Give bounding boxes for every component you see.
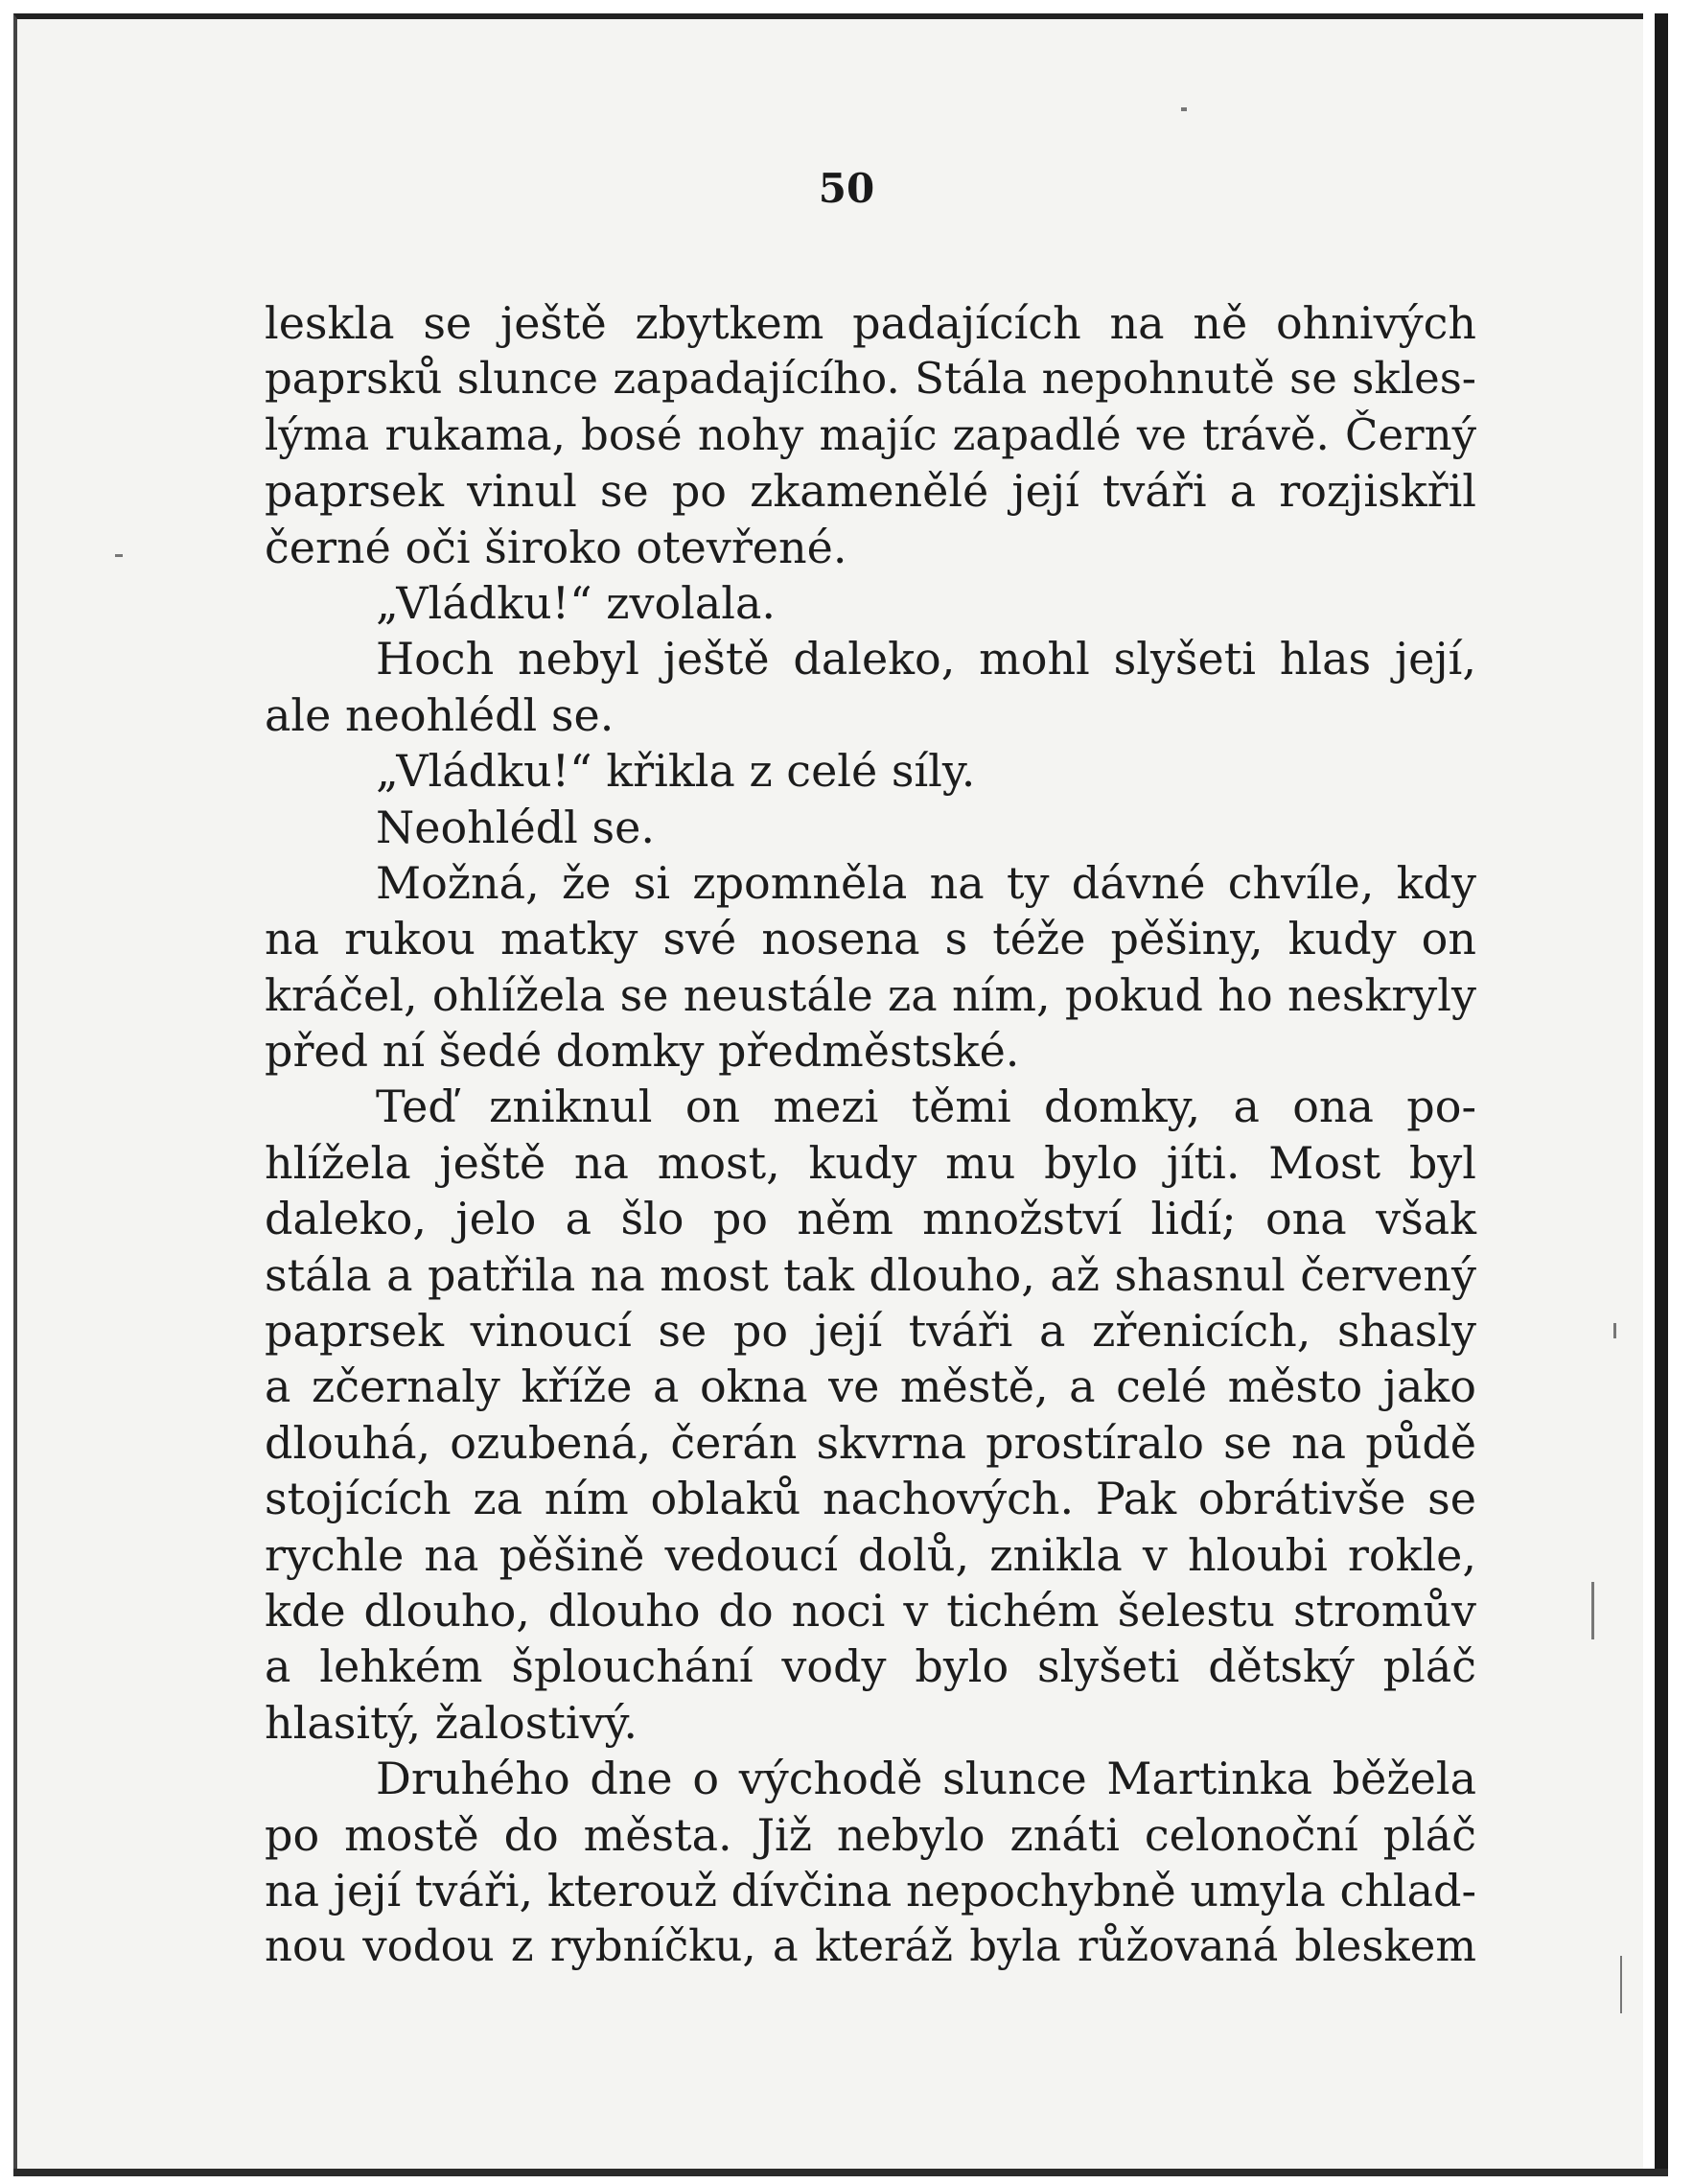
scan-speck (1620, 1956, 1622, 2013)
text-line: na rukou matky své nosena s téže pěšiny, kudy on (265, 913, 1476, 965)
text-line: Možná, že si zpomněla na ty dávné chvíle, kdy (376, 856, 1476, 909)
text-line: paprsků slunce zapadajícího. Stála nepohnutě se skles- (265, 353, 1476, 405)
text-line: „Vládku!“ zvolala. (376, 576, 777, 629)
text-line: Neohlédl se. (376, 801, 655, 853)
text-line: dlouhá, ozubená, čerán skvrna prostíralo se na půdě (265, 1416, 1476, 1469)
text-line: paprsek vinoucí se po její tváři a zřenicích, shasly (265, 1305, 1476, 1358)
scan-speck (1613, 1323, 1616, 1338)
text-line: před ní šedé domky předměstské. (265, 1025, 1020, 1078)
text-line: kráčel, ohlížela se neustále za ním, pokud ho neskryly (265, 968, 1476, 1021)
text-line: hlasitý, žalostivý. (265, 1696, 638, 1749)
text-line: stála a patřila na most tak dlouho, až shasnul červený (265, 1248, 1476, 1301)
text-line: na její tváři, kterouž dívčina nepochybně umyla chlad- (265, 1864, 1476, 1917)
text-line: paprsek vinul se po zkamenělé její tváři a rozjiskřil (265, 465, 1476, 518)
text-line: Hoch nebyl ještě daleko, mohl slyšeti hlas její, (376, 633, 1476, 685)
page-number: 50 (818, 165, 875, 212)
text-line: daleko, jelo a šlo po něm množství lidí; ona však (265, 1193, 1476, 1245)
text-line: ale neohlédl se. (265, 688, 615, 741)
text-line: leskla se ještě zbytkem padajících na ně ohnivých (265, 297, 1476, 349)
text-line: „Vládku!“ křikla z celé síly. (376, 745, 976, 798)
scan-speck (1591, 1582, 1594, 1639)
text-line: Teď zniknul on mezi těmi domky, a ona po- (376, 1080, 1476, 1133)
text-line: lýma rukama, bosé nohy majíc zapadlé ve trávě. Černý (265, 408, 1476, 460)
text-line: kde dlouho, dlouho do noci v tichém šelestu stromův (265, 1584, 1476, 1637)
text-line: po mostě do města. Již nebylo znáti celonoční pláč (265, 1808, 1476, 1861)
text-line: nou vodou z rybníčku, a kteráž byla růžovaná bleskem (265, 1920, 1476, 1972)
text-line: stojících za ním oblaků nachových. Pak obrátivše se (265, 1473, 1476, 1525)
text-line: Druhého dne o východě slunce Martinka běžela (376, 1753, 1476, 1805)
page-edge-right (1655, 13, 1668, 2171)
page-edge-bottom (13, 2169, 1668, 2176)
text-line: rychle na pěšině vedoucí dolů, znikla v hloubi rokle, (265, 1528, 1476, 1581)
scan-speck (1181, 107, 1187, 111)
body-text (265, 295, 1476, 1975)
text-line: hlížela ještě na most, kudy mu bylo jíti. Most byl (265, 1136, 1476, 1189)
text-line: černé oči široko otevřené. (265, 521, 847, 573)
scan-speck (115, 554, 123, 557)
text-line: a lehkém šplouchání vody bylo slyšeti dětský pláč (265, 1640, 1476, 1693)
text-line: a zčernaly kříže a okna ve městě, a celé město jako (265, 1360, 1476, 1413)
